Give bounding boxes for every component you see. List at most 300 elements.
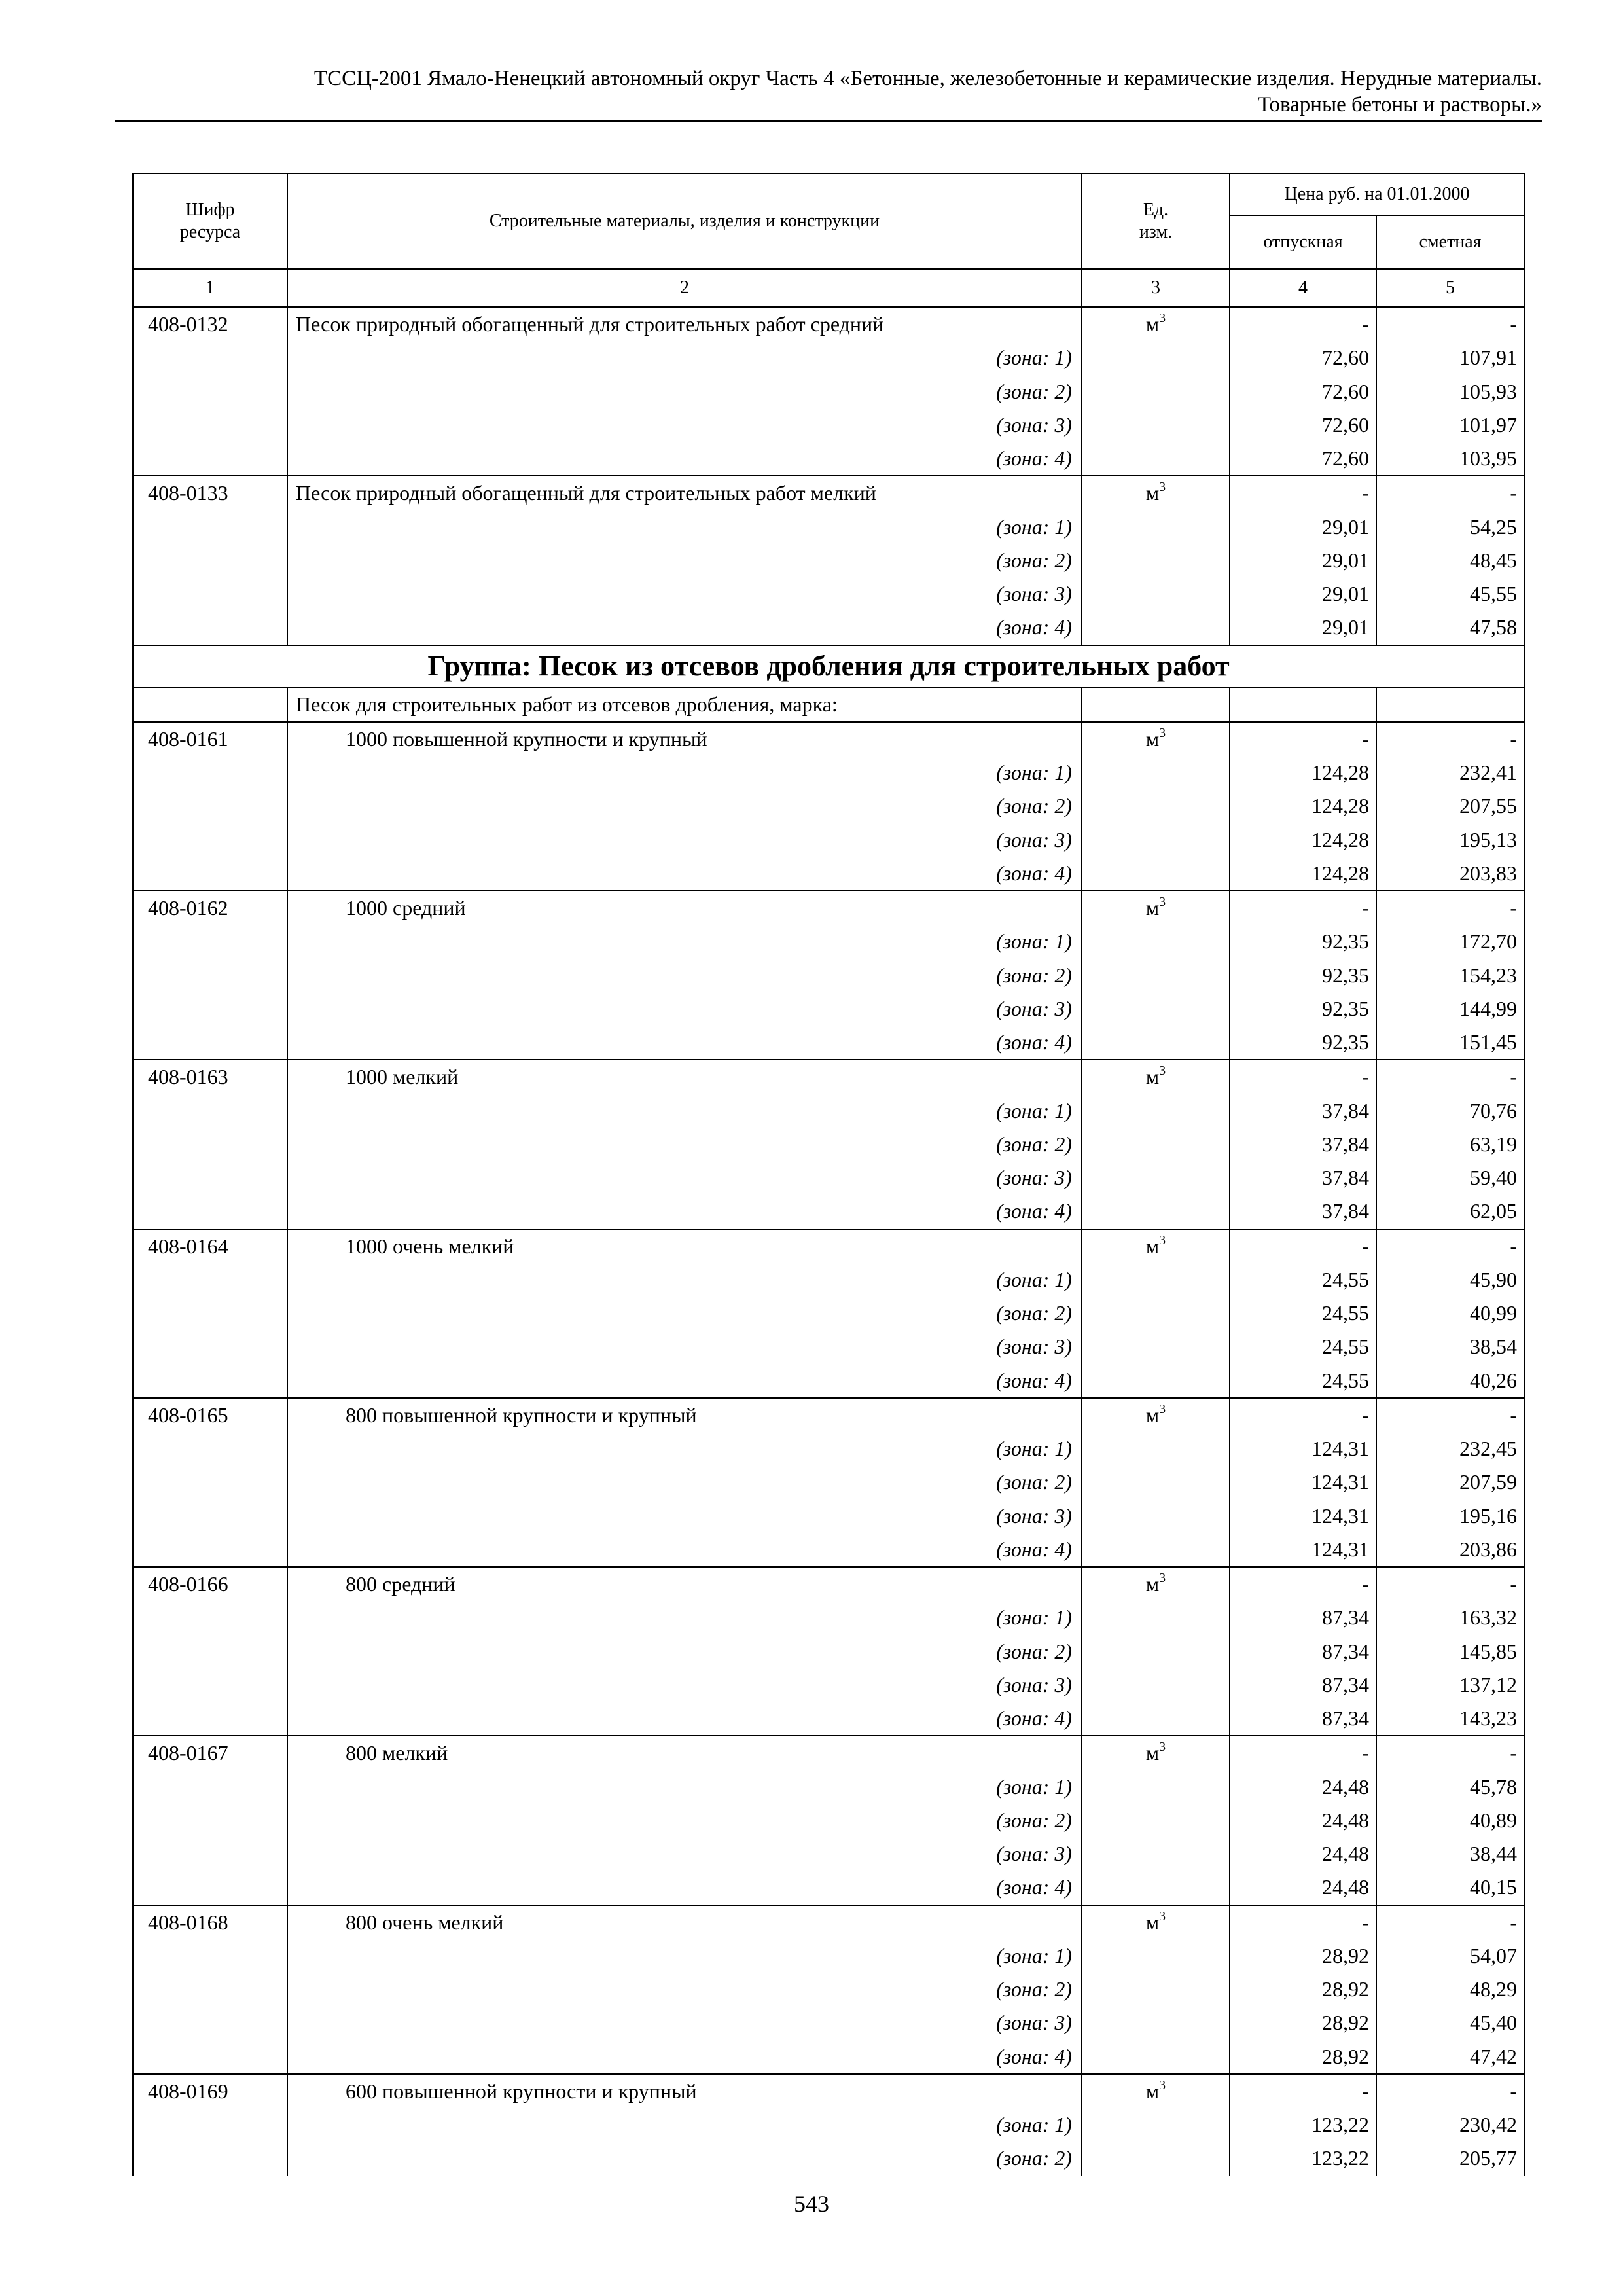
empty-cell [1082,1499,1230,1533]
release-price: 24,48 [1230,1770,1376,1804]
zone-row [133,611,1524,645]
empty-cell [133,1668,287,1702]
empty-cell [133,577,287,611]
zone-label: (зона: 4) [287,611,1082,645]
zone-row [133,1194,1524,1229]
empty-cell [1082,1465,1230,1499]
col-number: 5 [1376,269,1524,307]
unit-exponent: 3 [1159,1401,1166,1416]
empty-cell [1082,1939,1230,1973]
zone-row [133,1128,1524,1161]
col-number: 3 [1082,269,1230,307]
estimate-price: 195,13 [1376,823,1524,857]
zone-row [133,1635,1524,1668]
release-price: 92,35 [1230,1026,1376,1060]
release-price: - [1230,476,1376,510]
release-price: - [1230,1567,1376,1601]
empty-cell [133,1263,287,1297]
unit-base: м [1145,1741,1160,1765]
zone-label: (зона: 1) [287,1432,1082,1465]
release-price: 37,84 [1230,1161,1376,1194]
item-row [133,1905,1524,1939]
empty-cell [133,1128,287,1161]
release-price: 28,92 [1230,1939,1376,1973]
release-price: 72,60 [1230,375,1376,408]
empty-cell [133,756,287,789]
estimate-price: - [1376,1567,1524,1601]
unit-cell [1082,1229,1230,1263]
resource-code: 408-0162 [133,891,287,925]
estimate-price: 103,95 [1376,442,1524,476]
zone-label: (зона: 4) [287,1364,1082,1398]
unit-exponent: 3 [1159,1064,1166,1079]
unit-exponent: 3 [1159,1740,1166,1755]
zone-label: (зона: 1) [287,2108,1082,2142]
release-price: 123,22 [1230,2108,1376,2142]
release-price: 87,34 [1230,1668,1376,1702]
estimate-price: 107,91 [1376,341,1524,374]
empty-cell [133,1635,287,1668]
empty-cell [133,992,287,1026]
estimate-price: 47,58 [1376,611,1524,645]
estimate-price: - [1376,1736,1524,1770]
release-price: 124,31 [1230,1533,1376,1567]
empty-cell [133,2006,287,2039]
empty-cell [133,341,287,374]
empty-cell [133,511,287,544]
estimate-price: 47,42 [1376,2040,1524,2074]
empty-cell [1082,1263,1230,1297]
release-price: 24,55 [1230,1330,1376,1363]
unit-base: м [1145,896,1160,920]
release-price: 87,34 [1230,1601,1376,1634]
zone-label: (зона: 1) [287,1770,1082,1804]
zone-label: (зона: 1) [287,925,1082,958]
estimate-price: 163,32 [1376,1601,1524,1634]
estimate-price: 48,45 [1376,544,1524,577]
release-price: - [1230,307,1376,341]
release-price: - [1230,1060,1376,1094]
empty-cell [1082,341,1230,374]
group-block [133,645,1524,722]
material-name: 1000 повышенной крупности и крупный [287,722,1082,756]
empty-cell [133,789,287,823]
release-price: 87,34 [1230,1635,1376,1668]
zone-label: (зона: 2) [287,2142,1082,2175]
release-price: 24,55 [1230,1297,1376,1330]
zone-row [133,1770,1524,1804]
empty-cell [1082,756,1230,789]
zone-label: (зона: 3) [287,823,1082,857]
resource-code: 408-0161 [133,722,287,756]
empty-cell [1082,1330,1230,1363]
empty-cell [133,1465,287,1499]
col-number: 4 [1230,269,1376,307]
resource-code: 408-0165 [133,1398,287,1432]
material-name: 1000 очень мелкий [287,1229,1082,1263]
estimate-price: - [1376,1398,1524,1432]
material-name: 800 средний [287,1567,1082,1601]
empty-cell [1082,1837,1230,1871]
resource-code: 408-0166 [133,1567,287,1601]
empty-cell [1082,511,1230,544]
estimate-price: - [1376,476,1524,510]
zone-label: (зона: 2) [287,789,1082,823]
release-price: 92,35 [1230,959,1376,992]
unit-exponent: 3 [1159,725,1166,740]
zone-label: (зона: 3) [287,1837,1082,1871]
empty-cell [133,1804,287,1837]
zone-row [133,1533,1524,1567]
zone-label: (зона: 3) [287,2006,1082,2039]
release-price: 24,48 [1230,1837,1376,1871]
empty-cell [133,2142,287,2175]
release-price: 87,34 [1230,1702,1376,1736]
estimate-price: 40,26 [1376,1364,1524,1398]
empty-cell [133,1837,287,1871]
unit-cell [1082,722,1230,756]
estimate-price: - [1376,1905,1524,1939]
estimate-price: 40,99 [1376,1297,1524,1330]
empty-cell [1082,1804,1230,1837]
zone-row [133,544,1524,577]
unit-base: м [1145,726,1160,751]
col-unit-header: Ед. изм. [1082,173,1230,269]
running-header [115,65,1542,118]
empty-cell [133,1432,287,1465]
empty-cell [1082,442,1230,476]
unit-cell [1082,307,1230,341]
zone-label: (зона: 3) [287,577,1082,611]
material-name: 800 мелкий [287,1736,1082,1770]
empty-cell [133,1871,287,1905]
empty-cell [1082,375,1230,408]
release-price: 72,60 [1230,442,1376,476]
unit-base: м [1145,481,1160,505]
zone-row [133,1871,1524,1905]
empty-cell [1082,1601,1230,1634]
zone-row [133,992,1524,1026]
zone-label: (зона: 2) [287,959,1082,992]
empty-cell [133,1702,287,1736]
rows-after-group [133,722,1524,2176]
estimate-price: 232,45 [1376,1432,1524,1465]
zone-label: (зона: 4) [287,442,1082,476]
empty-cell [133,1161,287,1194]
zone-label: (зона: 4) [287,1702,1082,1736]
empty-cell [133,687,287,722]
release-price: 24,55 [1230,1263,1376,1297]
unit-base: м [1145,1910,1160,1934]
estimate-price: - [1376,722,1524,756]
zone-label: (зона: 2) [287,1297,1082,1330]
item-row [133,1736,1524,1770]
zone-row [133,925,1524,958]
empty-cell [1082,823,1230,857]
item-row [133,1398,1524,1432]
zone-label: (зона: 3) [287,1161,1082,1194]
estimate-price: - [1376,307,1524,341]
release-price: 37,84 [1230,1128,1376,1161]
zone-row [133,1330,1524,1363]
empty-cell [1082,1635,1230,1668]
estimate-price: 203,83 [1376,857,1524,891]
estimate-price: 207,59 [1376,1465,1524,1499]
item-row [133,476,1524,510]
empty-cell [1082,611,1230,645]
col-price-header: Цена руб. на 01.01.2000 [1230,173,1524,215]
release-price: 24,48 [1230,1871,1376,1905]
empty-cell [1082,1432,1230,1465]
zone-row [133,1668,1524,1702]
empty-cell [133,1330,287,1363]
zone-row [133,442,1524,476]
unit-cell [1082,1060,1230,1094]
estimate-price: 144,99 [1376,992,1524,1026]
resource-code: 408-0168 [133,1905,287,1939]
empty-cell [1082,1533,1230,1567]
release-price: - [1230,1398,1376,1432]
empty-cell [1082,1871,1230,1905]
empty-cell [133,959,287,992]
empty-cell [133,1194,287,1229]
release-price: 24,55 [1230,1364,1376,1398]
zone-row [133,2108,1524,2142]
unit-cell [1082,1398,1230,1432]
empty-cell [1082,2142,1230,2175]
running-header-line2: Товарные бетоны и растворы.» [1257,93,1542,117]
resource-code: 408-0167 [133,1736,287,1770]
zone-label: (зона: 2) [287,544,1082,577]
zone-row [133,408,1524,442]
empty-cell [133,2040,287,2074]
rows-before-group [133,307,1524,645]
zone-label: (зона: 2) [287,1973,1082,2006]
empty-cell [133,1094,287,1128]
empty-cell [133,925,287,958]
zone-label: (зона: 2) [287,1804,1082,1837]
resource-code: 408-0163 [133,1060,287,1094]
estimate-price: 45,55 [1376,577,1524,611]
empty-cell [1230,687,1376,722]
group-subtitle: Песок для строительных работ из отсевов дробления, марка: [287,687,1082,722]
group-title: Группа: Песок из отсевов дробления для строительных работ [133,645,1524,687]
zone-label: (зона: 2) [287,1465,1082,1499]
estimate-price: - [1376,1060,1524,1094]
zone-row [133,375,1524,408]
estimate-price: 45,78 [1376,1770,1524,1804]
release-price: - [1230,1905,1376,1939]
empty-cell [1082,1702,1230,1736]
material-name: 800 очень мелкий [287,1905,1082,1939]
estimate-price: 195,16 [1376,1499,1524,1533]
estimate-price: 59,40 [1376,1161,1524,1194]
zone-row [133,2040,1524,2074]
zone-row [133,1094,1524,1128]
estimate-price: 40,15 [1376,1871,1524,1905]
zone-label: (зона: 1) [287,1601,1082,1634]
estimate-price: 54,07 [1376,1939,1524,1973]
estimate-price: - [1376,1229,1524,1263]
empty-cell [1082,1973,1230,2006]
material-name: 800 повышенной крупности и крупный [287,1398,1082,1432]
empty-cell [1082,1194,1230,1229]
release-price: 29,01 [1230,611,1376,645]
empty-cell [1082,544,1230,577]
material-name: Песок природный обогащенный для строительных работ средний [287,307,1082,341]
estimate-price: 38,44 [1376,1837,1524,1871]
zone-label: (зона: 1) [287,341,1082,374]
zone-label: (зона: 3) [287,992,1082,1026]
zone-label: (зона: 1) [287,511,1082,544]
empty-cell [1082,408,1230,442]
running-header-line1: ТССЦ-2001 Ямало-Ненецкий автономный округ Часть 4 «Бетонные, железобетонные и керамические изделия. Нерудные материалы. [313,67,1542,90]
zone-label: (зона: 1) [287,1094,1082,1128]
zone-row [133,1297,1524,1330]
release-price: 37,84 [1230,1194,1376,1229]
unit-exponent: 3 [1159,895,1166,909]
empty-cell [1082,1094,1230,1128]
estimate-price: 45,40 [1376,2006,1524,2039]
unit-base: м [1145,1065,1160,1089]
unit-exponent: 3 [1159,1571,1166,1585]
zone-row [133,959,1524,992]
release-price: 124,31 [1230,1499,1376,1533]
empty-cell [1082,992,1230,1026]
release-price: - [1230,1229,1376,1263]
estimate-price: - [1376,2074,1524,2108]
zone-label: (зона: 1) [287,1263,1082,1297]
empty-cell [1082,789,1230,823]
col-code-header: Шифр ресурса [133,173,287,269]
item-row [133,1229,1524,1263]
release-price: 29,01 [1230,577,1376,611]
item-row [133,1060,1524,1094]
unit-cell [1082,891,1230,925]
col-release-header: отпускная [1230,215,1376,269]
release-price: 123,22 [1230,2142,1376,2175]
unit-cell [1082,1736,1230,1770]
unit-cell [1082,1905,1230,1939]
empty-cell [1082,857,1230,891]
unit-base: м [1145,312,1160,336]
estimate-price: 70,76 [1376,1094,1524,1128]
release-price: 29,01 [1230,511,1376,544]
unit-base: м [1145,1572,1160,1596]
empty-cell [133,375,287,408]
table-head [133,173,1524,307]
empty-cell [1376,687,1524,722]
empty-cell [1082,577,1230,611]
item-row [133,1567,1524,1601]
empty-cell [133,2108,287,2142]
material-name: Песок природный обогащенный для строительных работ мелкий [287,476,1082,510]
zone-row [133,857,1524,891]
empty-cell [1082,1161,1230,1194]
release-price: 124,28 [1230,857,1376,891]
zone-row [133,1837,1524,1871]
zone-label: (зона: 4) [287,1194,1082,1229]
zone-label: (зона: 3) [287,1330,1082,1363]
empty-cell [133,1601,287,1634]
empty-cell [133,544,287,577]
zone-label: (зона: 3) [287,408,1082,442]
unit-cell [1082,1567,1230,1601]
empty-cell [133,1533,287,1567]
zone-label: (зона: 2) [287,1128,1082,1161]
col-estimate-header: сметная [1376,215,1524,269]
unit-cell [1082,2074,1230,2108]
estimate-price: 40,89 [1376,1804,1524,1837]
zone-row [133,1364,1524,1398]
zone-row [133,1432,1524,1465]
zone-row [133,1499,1524,1533]
empty-cell [133,1297,287,1330]
material-name: 1000 средний [287,891,1082,925]
empty-cell [133,442,287,476]
zone-row [133,577,1524,611]
zone-label: (зона: 4) [287,1533,1082,1567]
col-number: 2 [287,269,1082,307]
estimate-price: 172,70 [1376,925,1524,958]
empty-cell [133,1770,287,1804]
empty-cell [1082,687,1230,722]
resource-code: 408-0169 [133,2074,287,2108]
zone-row [133,756,1524,789]
estimate-price: 63,19 [1376,1128,1524,1161]
empty-cell [1082,2006,1230,2039]
empty-cell [133,1973,287,2006]
estimate-price: 105,93 [1376,375,1524,408]
price-table [132,173,1525,2176]
zone-row [133,1465,1524,1499]
estimate-price: 203,86 [1376,1533,1524,1567]
estimate-price: 45,90 [1376,1263,1524,1297]
release-price: - [1230,1736,1376,1770]
unit-exponent: 3 [1159,1909,1166,1924]
unit-exponent: 3 [1159,480,1166,495]
release-price: - [1230,722,1376,756]
empty-cell [1082,1770,1230,1804]
release-price: 72,60 [1230,408,1376,442]
unit-exponent: 3 [1159,1232,1166,1247]
zone-label: (зона: 3) [287,1668,1082,1702]
zone-row [133,341,1524,374]
release-price: 124,28 [1230,823,1376,857]
unit-exponent: 3 [1159,311,1166,325]
item-row [133,307,1524,341]
resource-code: 408-0133 [133,476,287,510]
estimate-price: 232,41 [1376,756,1524,789]
empty-cell [1082,925,1230,958]
zone-label: (зона: 4) [287,1026,1082,1060]
release-price: 28,92 [1230,2040,1376,2074]
unit-base: м [1145,1234,1160,1258]
zone-label: (зона: 4) [287,857,1082,891]
material-name: 1000 мелкий [287,1060,1082,1094]
estimate-price: 230,42 [1376,2108,1524,2142]
zone-row [133,1161,1524,1194]
estimate-price: 62,05 [1376,1194,1524,1229]
estimate-price: 137,12 [1376,1668,1524,1702]
estimate-price: 143,23 [1376,1702,1524,1736]
item-row [133,722,1524,756]
resource-code: 408-0132 [133,307,287,341]
zone-label: (зона: 1) [287,756,1082,789]
estimate-price: 207,55 [1376,789,1524,823]
release-price: 72,60 [1230,341,1376,374]
release-price: 124,28 [1230,756,1376,789]
